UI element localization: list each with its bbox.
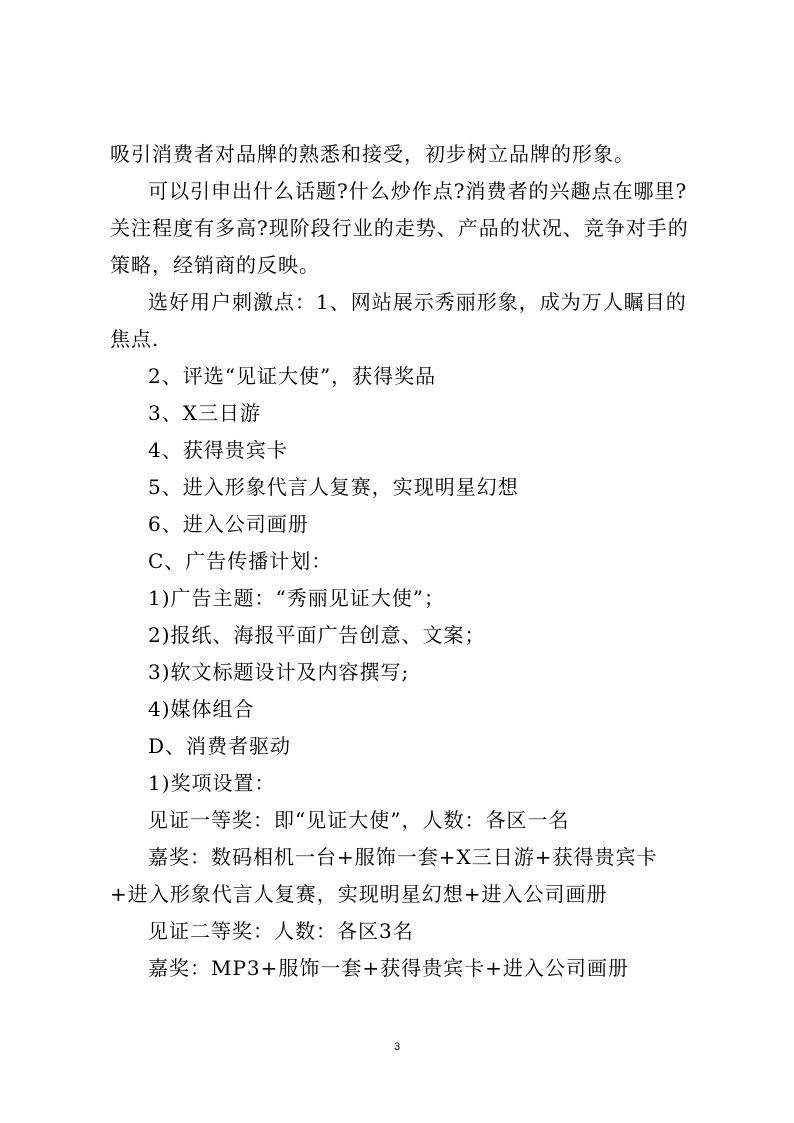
paragraph-brand-image: 吸引消费者对品牌的熟悉和接受，初步树立品牌的形象。	[110, 142, 635, 166]
list-item-stimulus-5: 5、进入形象代言人复赛，实现明星幻想	[148, 475, 519, 499]
list-item-awards-setup: 1)奖项设置：	[148, 771, 276, 795]
award-second-prize: 见证二等奖：人数：各区3名	[148, 919, 414, 943]
paragraph-user-stimulus: 选好用户刺激点：1、网站展示秀丽形象，成为万人瞩目的焦点.	[110, 290, 687, 351]
list-item-ad-theme: 1)广告主题：“秀丽见证大使”；	[148, 586, 445, 610]
award-first-prize: 见证一等奖：即“见证大使”，人数：各区一名	[148, 808, 570, 832]
section-heading-ad-plan: C、广告传播计划：	[148, 549, 333, 573]
award-first-prize-rewards: 嘉奖：数码相机一台+服饰一套+X三日游+获得贵宾卡+进入形象代言人复赛，实现明星幻想+进入公司画册	[110, 845, 658, 906]
page-number: 3	[393, 1041, 401, 1053]
list-item-soft-article: 3)软文标题设计及内容撰写;	[148, 660, 410, 684]
section-heading-consumer-drive: D、消费者驱动	[148, 734, 292, 758]
list-item-stimulus-6: 6、进入公司画册	[148, 512, 309, 536]
paragraph-topics-questions: 可以引申出什么话题?什么炒作点?消费者的兴趣点在哪里?关注程度有多高?现阶段行业的走势、产品的状况、竞争对手的策略，经销商的反映。	[110, 179, 689, 277]
list-item-stimulus-4: 4、获得贵宾卡	[148, 438, 288, 462]
list-item-stimulus-3: 3、X三日游	[148, 401, 261, 425]
list-item-stimulus-2: 2、评选“见证大使”，获得奖品	[148, 364, 437, 388]
award-second-prize-rewards: 嘉奖：MP3+服饰一套+获得贵宾卡+进入公司画册	[148, 956, 629, 980]
list-item-print-ads: 2)报纸、海报平面广告创意、文案；	[148, 623, 486, 647]
list-item-media-mix: 4)媒体组合	[148, 697, 255, 721]
